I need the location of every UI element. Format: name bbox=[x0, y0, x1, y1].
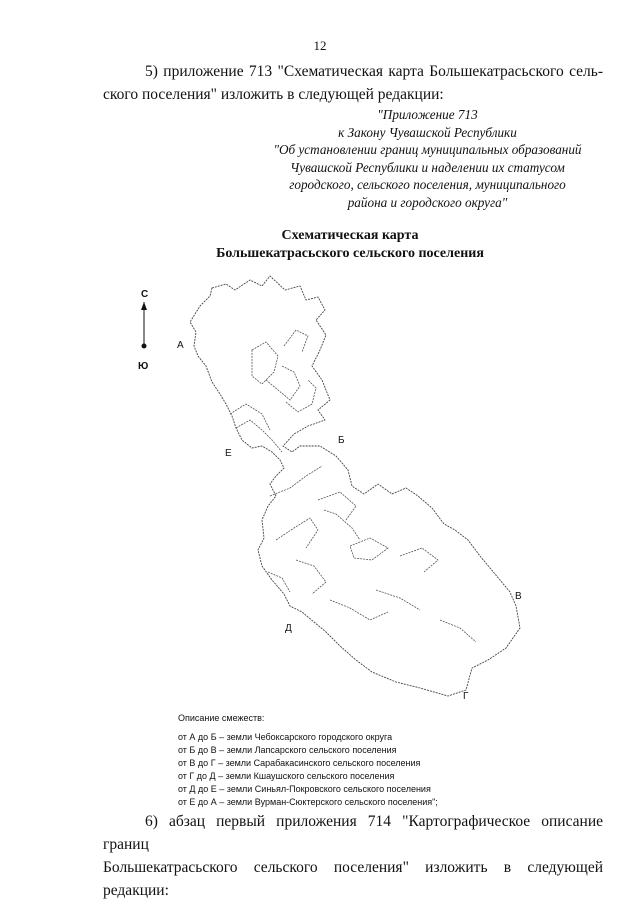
point-label-a: А bbox=[177, 340, 184, 351]
appendix-line: "Приложение 713 bbox=[377, 107, 478, 122]
legend-item: от Г до Д – земли Кшаушского сельского поселения bbox=[178, 771, 395, 781]
map-internal-boundaries bbox=[230, 330, 476, 642]
adjacency-legend bbox=[178, 712, 438, 809]
legend-item: от Б до В – земли Лапсарского сельского поселения bbox=[178, 745, 397, 755]
paragraph-item-6 bbox=[103, 810, 603, 902]
legend-item: от Д до Е – земли Синьял-Покровского сельского поселения bbox=[178, 784, 431, 794]
point-label-b: Б bbox=[338, 435, 345, 446]
compass-north-label: С bbox=[141, 289, 149, 300]
legend-title: Описание смежеств: bbox=[178, 713, 265, 723]
compass-arrow-icon bbox=[141, 302, 147, 349]
legend-item: от Е до А – земли Вурман-Сюктерского сельского поселения"; bbox=[178, 797, 438, 807]
compass-south-label: Ю bbox=[138, 361, 149, 372]
map-outer-boundary bbox=[190, 276, 520, 696]
paragraph-item-5-line2: ского поселения" изложить в следующей редакции: bbox=[103, 86, 444, 103]
map-title-line1: Схематическая карта bbox=[281, 228, 419, 243]
paragraph-item-6-line1: 6) абзац первый приложения 714 "Картографическое описание границ bbox=[103, 813, 603, 853]
paragraph-item-6-line2: Большекатрасьского сельского поселения" изложить в следующей редакции: bbox=[103, 859, 603, 899]
map-title-line2: Большекатрасьского сельского поселения bbox=[216, 246, 484, 261]
appendix-line: к Закону Чувашской Республики bbox=[338, 124, 517, 140]
point-label-d: Д bbox=[285, 623, 292, 634]
appendix-line: городского, сельского поселения, муниципального bbox=[289, 177, 566, 192]
appendix-line: Чувашской Республики и наделении их статусом bbox=[290, 159, 565, 175]
point-label-e: Е bbox=[225, 448, 232, 459]
appendix-line: района и городского округа" bbox=[347, 194, 508, 210]
point-label-g: Г bbox=[463, 691, 469, 702]
appendix-line: "Об установлении границ муниципальных образований bbox=[273, 142, 582, 157]
paragraph-item-5-line1: 5) приложение 713 "Схематическая карта Большекатрасьского сель- bbox=[145, 63, 603, 80]
page-number: 12 bbox=[313, 38, 327, 53]
point-label-v: В bbox=[515, 591, 522, 602]
legend-item: от А до Б – земли Чебоксарского городского округа bbox=[178, 732, 393, 742]
legend-item: от В до Г – земли Сарабакасинского сельского поселения bbox=[178, 758, 421, 768]
